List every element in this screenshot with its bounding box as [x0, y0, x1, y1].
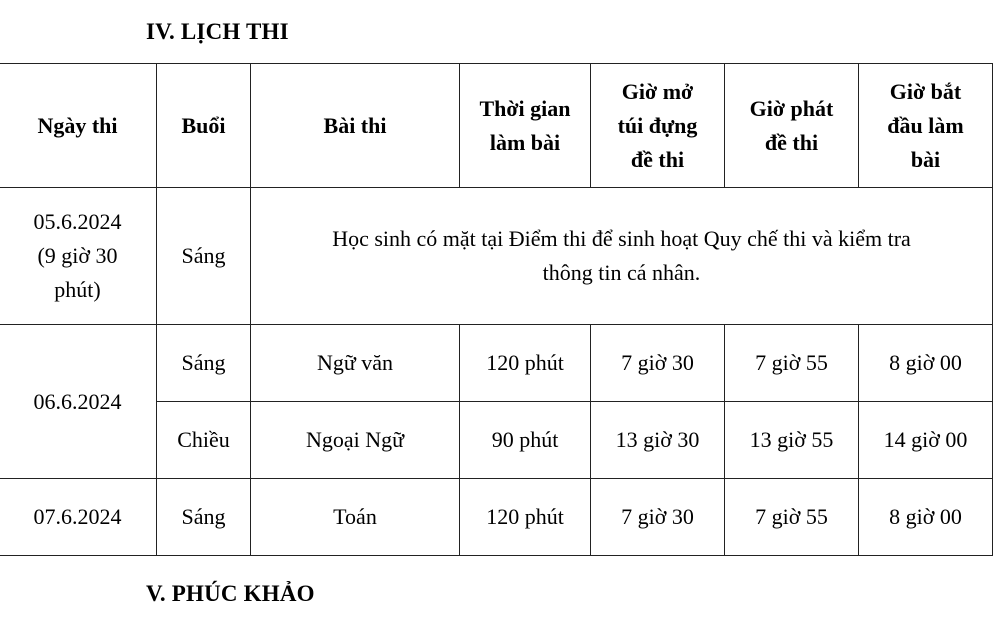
cell-start-time: 14 giờ 00 — [859, 402, 993, 479]
table-row — [0, 479, 993, 556]
table-row — [0, 188, 993, 325]
header-handout-time — [725, 64, 859, 188]
section-heading-review: V. PHÚC KHẢO — [146, 581, 315, 606]
header-session: Buổi — [157, 64, 251, 188]
section-heading-schedule: IV. LỊCH THI — [146, 19, 289, 44]
header-open-line2: túi đựng — [617, 112, 698, 138]
table-header-row — [0, 64, 993, 188]
intro-time-line1: (9 giờ 30 — [37, 243, 118, 268]
header-open-line1: Giờ mở — [621, 78, 694, 104]
header-duration-line2: làm bài — [489, 129, 561, 155]
cell-date: 07.6.2024 — [0, 479, 157, 556]
cell-handout-time: 7 giờ 55 — [725, 325, 859, 402]
header-hand-line1: Giờ phát — [749, 95, 834, 121]
cell-session: Sáng — [157, 325, 251, 402]
cell-open-time: 7 giờ 30 — [591, 325, 725, 402]
header-open-time — [591, 64, 725, 188]
cell-session: Sáng — [157, 479, 251, 556]
intro-time-line2: phút) — [54, 277, 101, 302]
header-start-time — [859, 64, 993, 188]
intro-date: 05.6.2024 — [33, 209, 122, 234]
cell-date: 06.6.2024 — [0, 325, 157, 479]
cell-open-time: 7 giờ 30 — [591, 479, 725, 556]
intro-note-line2: thông tin cá nhân. — [542, 260, 701, 285]
header-date: Ngày thi — [0, 64, 157, 188]
exam-schedule-table — [0, 63, 993, 556]
cell-session: Chiều — [157, 402, 251, 479]
intro-note-line1: Học sinh có mặt tại Điểm thi để sinh hoạt Quy chế thi và kiểm tra — [332, 226, 911, 251]
table-row — [0, 325, 993, 402]
cell-date — [0, 188, 157, 325]
cell-subject: Toán — [251, 479, 460, 556]
cell-subject: Ngoại Ngữ — [251, 402, 460, 479]
header-start-line3: bài — [910, 146, 941, 172]
header-duration-line1: Thời gian — [479, 95, 571, 121]
cell-start-time: 8 giờ 00 — [859, 325, 993, 402]
header-start-line1: Giờ bắt — [889, 78, 962, 104]
cell-duration: 120 phút — [460, 479, 591, 556]
cell-handout-time: 7 giờ 55 — [725, 479, 859, 556]
header-start-line2: đầu làm — [887, 112, 964, 138]
cell-duration: 90 phút — [460, 402, 591, 479]
cell-subject: Ngữ văn — [251, 325, 460, 402]
header-subject: Bài thi — [251, 64, 460, 188]
cell-session: Sáng — [157, 188, 251, 325]
cell-intro-note — [251, 188, 993, 325]
header-open-line3: đề thi — [630, 146, 685, 172]
header-hand-line2: đề thi — [764, 129, 819, 155]
header-duration — [460, 64, 591, 188]
cell-open-time: 13 giờ 30 — [591, 402, 725, 479]
cell-start-time: 8 giờ 00 — [859, 479, 993, 556]
cell-duration: 120 phút — [460, 325, 591, 402]
cell-handout-time: 13 giờ 55 — [725, 402, 859, 479]
